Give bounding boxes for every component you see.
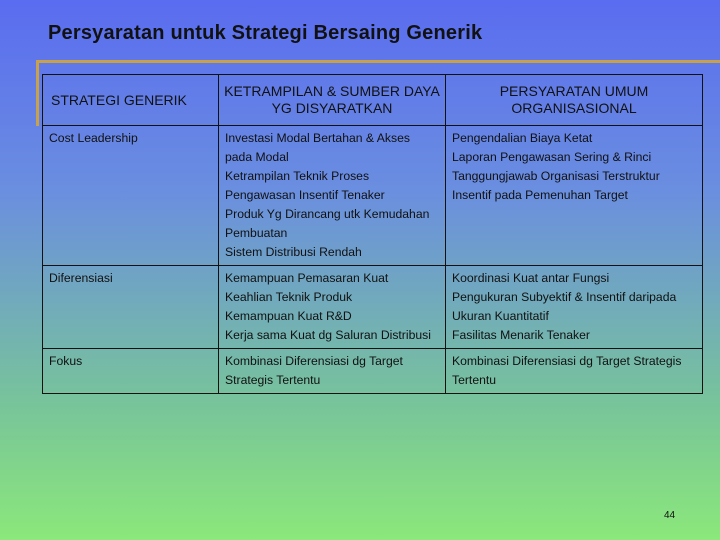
row-strategy-cell: Diferensiasi — [43, 266, 219, 349]
requirement-item: Fasilitas Menarik Tenaker — [452, 328, 590, 342]
requirement-item: Tanggungjawab Organisasi Terstruktur — [452, 169, 660, 183]
header-requirements: PERSYARATAN UMUM ORGANISASIONAL — [446, 75, 703, 126]
row-requirements-cell — [446, 126, 703, 266]
row-strategy-cell: Cost Leadership — [43, 126, 219, 266]
header-strategy: STRATEGI GENERIK — [43, 75, 219, 126]
skill-item: Sistem Distribusi Rendah — [225, 245, 362, 259]
skill-item: Kemampuan Pemasaran Kuat — [225, 271, 389, 285]
skill-item: Kerja sama Kuat dg Saluran Distribusi — [225, 328, 431, 342]
requirement-item: Pengendalian Biaya Ketat — [452, 131, 593, 145]
skill-item: Investasi Modal Bertahan & Akses pada Modal — [225, 131, 410, 164]
requirement-item: Kombinasi Diferensiasi dg Target Strategis Tertentu — [452, 354, 682, 387]
title-underline-rule — [36, 60, 720, 63]
row-strategy-cell: Fokus — [43, 349, 219, 394]
row-requirements-cell — [446, 349, 703, 394]
requirement-item: Laporan Pengawasan Sering & Rinci — [452, 150, 652, 164]
table-row — [43, 266, 703, 349]
title-side-rule — [36, 60, 39, 126]
requirement-item: Pengukuran Subyektif & Insentif daripada Ukuran Kuantitatif — [452, 290, 677, 323]
skill-item: Ketrampilan Teknik Proses — [225, 169, 370, 183]
strategy-requirements-table — [42, 74, 703, 394]
table-row — [43, 349, 703, 394]
row-skills-cell — [219, 266, 446, 349]
page-number: 44 — [664, 510, 676, 521]
table-row — [43, 126, 703, 266]
skill-item: Pengawasan Insentif Tenaker — [225, 188, 385, 202]
table-header-row — [43, 75, 703, 126]
skill-item: Keahlian Teknik Produk — [225, 290, 353, 304]
row-skills-cell — [219, 126, 446, 266]
requirement-item: Insentif pada Pemenuhan Target — [452, 188, 628, 202]
header-skills: KETRAMPILAN & SUMBER DAYA YG DISYARATKAN — [219, 75, 446, 126]
skill-item: Kemampuan Kuat R&D — [225, 309, 352, 323]
row-requirements-cell — [446, 266, 703, 349]
row-skills-cell — [219, 349, 446, 394]
skill-item: Produk Yg Dirancang utk Kemudahan Pembuatan — [225, 207, 430, 240]
requirement-item: Koordinasi Kuat antar Fungsi — [452, 271, 610, 285]
skill-item: Kombinasi Diferensiasi dg Target Strategis Tertentu — [225, 354, 403, 387]
slide-title: Persyaratan untuk Strategi Bersaing Generik — [48, 22, 483, 44]
